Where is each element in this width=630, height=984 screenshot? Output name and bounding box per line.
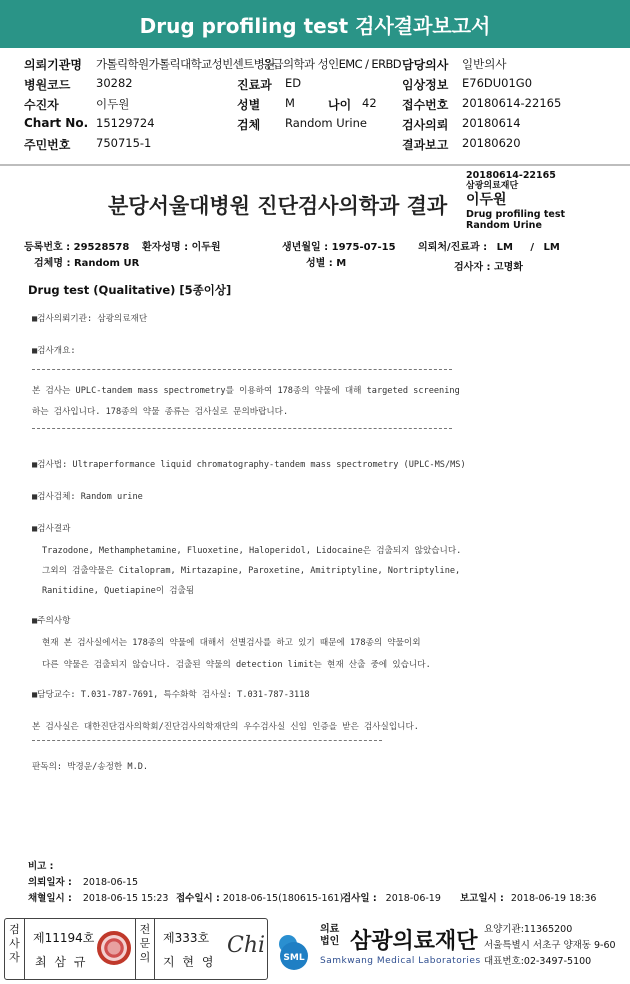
result-heading: ■검사결과 (32, 524, 71, 534)
result-line-1: Trazodone, Methamphetamine, Fluoxetine, Haloperidol, Lidocaine은 검출되지 않았습니다. (42, 546, 462, 556)
info-value: 일반의사 (462, 57, 507, 71)
reader-line: 판독의: 박경운/송정한 M.D. (32, 762, 149, 772)
note (28, 858, 53, 872)
info-value: 20180620 (462, 136, 521, 150)
info-value: ED (285, 76, 302, 90)
info-row (0, 96, 630, 114)
caution-line-2: 다른 약물은 검출되지 않습니다. 검출된 약물의 detection limit는 현재 산출 중에 있습니다. (42, 660, 431, 670)
referring-dept-value: LM (496, 242, 513, 253)
reg-number-label: 등록번호 : (24, 242, 71, 253)
info-label: 임상정보 (402, 78, 449, 92)
report-title: Drug profiling test 검사결과보고서 (139, 13, 491, 38)
address: 서울특별시 서초구 양재동 9-60 (484, 940, 616, 951)
info-value: 30282 (96, 76, 133, 90)
report-title-bar (0, 0, 630, 48)
signature-box (4, 918, 268, 980)
receipt-date (176, 890, 343, 904)
sml-logo-icon (272, 922, 324, 974)
caution-line-1: 현재 본 검사실에서는 178종의 약물에 대해서 선별검사를 하고 있기 때문에 178종의 약물이외 (42, 638, 421, 648)
foundation-name: 삼광의료재단 (350, 929, 478, 954)
info-label: 의뢰기관명 (24, 58, 82, 72)
collect-date (28, 890, 168, 904)
certification-line: 본 검사실은 대한진단검사의학회/진단검사의학재단의 우수검사실 신임 인증을 받은 검사실입니다. (32, 722, 419, 732)
patient-sex-value: M (336, 258, 347, 269)
patient-name (142, 238, 221, 253)
test-date-label: 검사일 : (342, 893, 377, 904)
collect-date-label: 채혈일시 : (28, 893, 72, 904)
info-value: 15129724 (96, 116, 155, 130)
method-line: ■검사법: Ultraperformance liquid chromatography-tandem mass spectrometry (UPLC-MS/MS) (32, 460, 466, 470)
test-title: Drug test (Qualitative) [5종이상] (28, 283, 232, 297)
lab-report-sheet (4, 170, 628, 910)
stamp-lab: 삼광의료재단 (466, 181, 519, 191)
stamp-test: Drug profiling test (466, 209, 566, 220)
info-row (0, 116, 630, 134)
official-seal-icon (97, 931, 131, 965)
specimen-name-value: Random UR (73, 258, 140, 269)
caution-heading: ■주의사항 (32, 616, 71, 626)
header-divider (0, 164, 630, 166)
receipt-date-label: 접수일시 : (176, 893, 220, 904)
tester-column-label: 검사자 (5, 919, 25, 979)
specimen-name-label: 검체명 : (34, 258, 71, 269)
birth-date (282, 238, 396, 253)
patient-name-label: 환자성명 : (142, 242, 189, 253)
info-value: 이두원 (96, 97, 130, 111)
info-value: 20180614-22165 (462, 96, 562, 110)
info-value: 42 (362, 96, 377, 110)
result-line-3: Ranitidine, Quetiapine이 검출됨 (42, 586, 195, 596)
info-value: 20180614 (462, 116, 521, 130)
stamp-accession: 20180614-22165 (466, 170, 556, 181)
foundation-contact (484, 922, 616, 970)
tester (454, 258, 523, 273)
test-date-value: 2018-06-19 (385, 893, 441, 904)
patient-name-value: 이두원 (191, 242, 221, 253)
note-label: 비고 : (28, 861, 54, 872)
tester-license: 제11194호 (33, 931, 95, 945)
stamp-specimen: Random Urine (466, 220, 542, 231)
collect-date-value: 2018-06-15 15:23 (82, 893, 169, 904)
divider-line (32, 740, 382, 741)
info-label: 검체 (237, 118, 261, 132)
patient-sex-label: 성별 : (306, 258, 333, 269)
signature-icon: Chi (227, 933, 266, 958)
request-date (28, 874, 138, 888)
info-value: M (285, 96, 295, 110)
info-label: 주민번호 (24, 138, 71, 152)
referring-dept-separator: / (530, 242, 535, 253)
tester-value: 고명화 (493, 262, 523, 273)
overview-heading: ■검사개요: (32, 346, 76, 356)
info-label: 나이 (328, 98, 352, 112)
specimen-stamp (466, 170, 565, 231)
request-date-label: 의뢰일자 : (28, 877, 72, 888)
specimen-name (34, 254, 139, 269)
info-value: 750715-1 (96, 136, 152, 150)
info-row (0, 56, 630, 74)
sml-logo-text: SML (283, 953, 305, 963)
reg-number (24, 238, 129, 253)
referring-dept (418, 238, 560, 253)
info-label: 진료과 (237, 78, 272, 92)
test-date (342, 890, 441, 904)
info-label: Chart No. (24, 116, 89, 130)
foundation-prefix: 의료법인 (320, 924, 340, 947)
receipt-date-value: 2018-06-15(180615-161) (222, 893, 344, 904)
tester-name: 최 삼 규 (35, 955, 88, 969)
info-row (0, 136, 630, 154)
info-row (0, 76, 630, 94)
info-label: 검사의뢰 (402, 118, 449, 132)
stamp-patient-name: 이두원 (466, 192, 507, 208)
result-line-2: 그외의 검출약물은 Citalopram, Mirtazapine, Paroxetine, Amitriptyline, Nortriptyline, (42, 566, 461, 576)
info-label: 병원코드 (24, 78, 71, 92)
footer (0, 912, 630, 984)
info-label: 결과보고 (402, 138, 449, 152)
foundation-english-name: Samkwang Medical Laboratories (320, 956, 481, 966)
birth-date-label: 생년월일 : (282, 242, 329, 253)
hospital-title: 분당서울대병원 진단검사의학과 결과 (108, 194, 448, 218)
reg-number-value: 29528578 (73, 242, 130, 253)
divider-line (32, 369, 452, 370)
info-value: 응급의학과 성인EMC / ERBD (262, 57, 402, 71)
referring-dept-value-2: LM (543, 242, 560, 253)
contact-line: ■담당교수: T.031-787-7691, 특수화학 검사실: T.031-787-3118 (32, 690, 310, 700)
patient-info-table (0, 52, 630, 164)
info-value: E76DU01G0 (462, 76, 533, 90)
specimen-line: ■검사검체: Random urine (32, 492, 143, 502)
info-value: Random Urine (285, 116, 367, 130)
request-date-value: 2018-06-15 (82, 877, 139, 888)
patient-sex (306, 254, 346, 269)
tester-label: 검사자 : (454, 262, 491, 273)
agency-line: ■검사의뢰기관: 삼광의료재단 (32, 314, 148, 324)
phone: 대표번호:02-3497-5100 (484, 956, 592, 967)
info-label: 수진자 (24, 98, 59, 112)
report-date-value: 2018-06-19 18:36 (510, 893, 597, 904)
report-date-label: 보고일시 : (460, 893, 504, 904)
referring-dept-label: 의뢰처/진료과 : (418, 242, 488, 253)
info-label: 성별 (237, 98, 261, 112)
info-label: 접수번호 (402, 98, 449, 112)
overview-line-1: 본 검사는 UPLC-tandem mass spectrometry를 이용하여 178종의 약물에 대해 targeted screening (32, 386, 460, 396)
birth-date-value: 1975-07-15 (331, 242, 396, 253)
specialist-column-label: 전문의 (135, 919, 155, 979)
specialist-license: 제333호 (163, 931, 210, 945)
report-date (460, 890, 596, 904)
divider-line (32, 428, 452, 429)
specialist-name: 지 현 영 (163, 955, 216, 969)
overview-line-2: 하는 검사입니다. 178종의 약물 종류는 검사실로 문의바랍니다. (32, 407, 289, 417)
info-label: 담당의사 (402, 58, 449, 72)
info-value: 가톨릭학원가톨릭대학교성빈센트병원 (96, 57, 275, 71)
facility-code: 요양기관:11365200 (484, 924, 573, 935)
